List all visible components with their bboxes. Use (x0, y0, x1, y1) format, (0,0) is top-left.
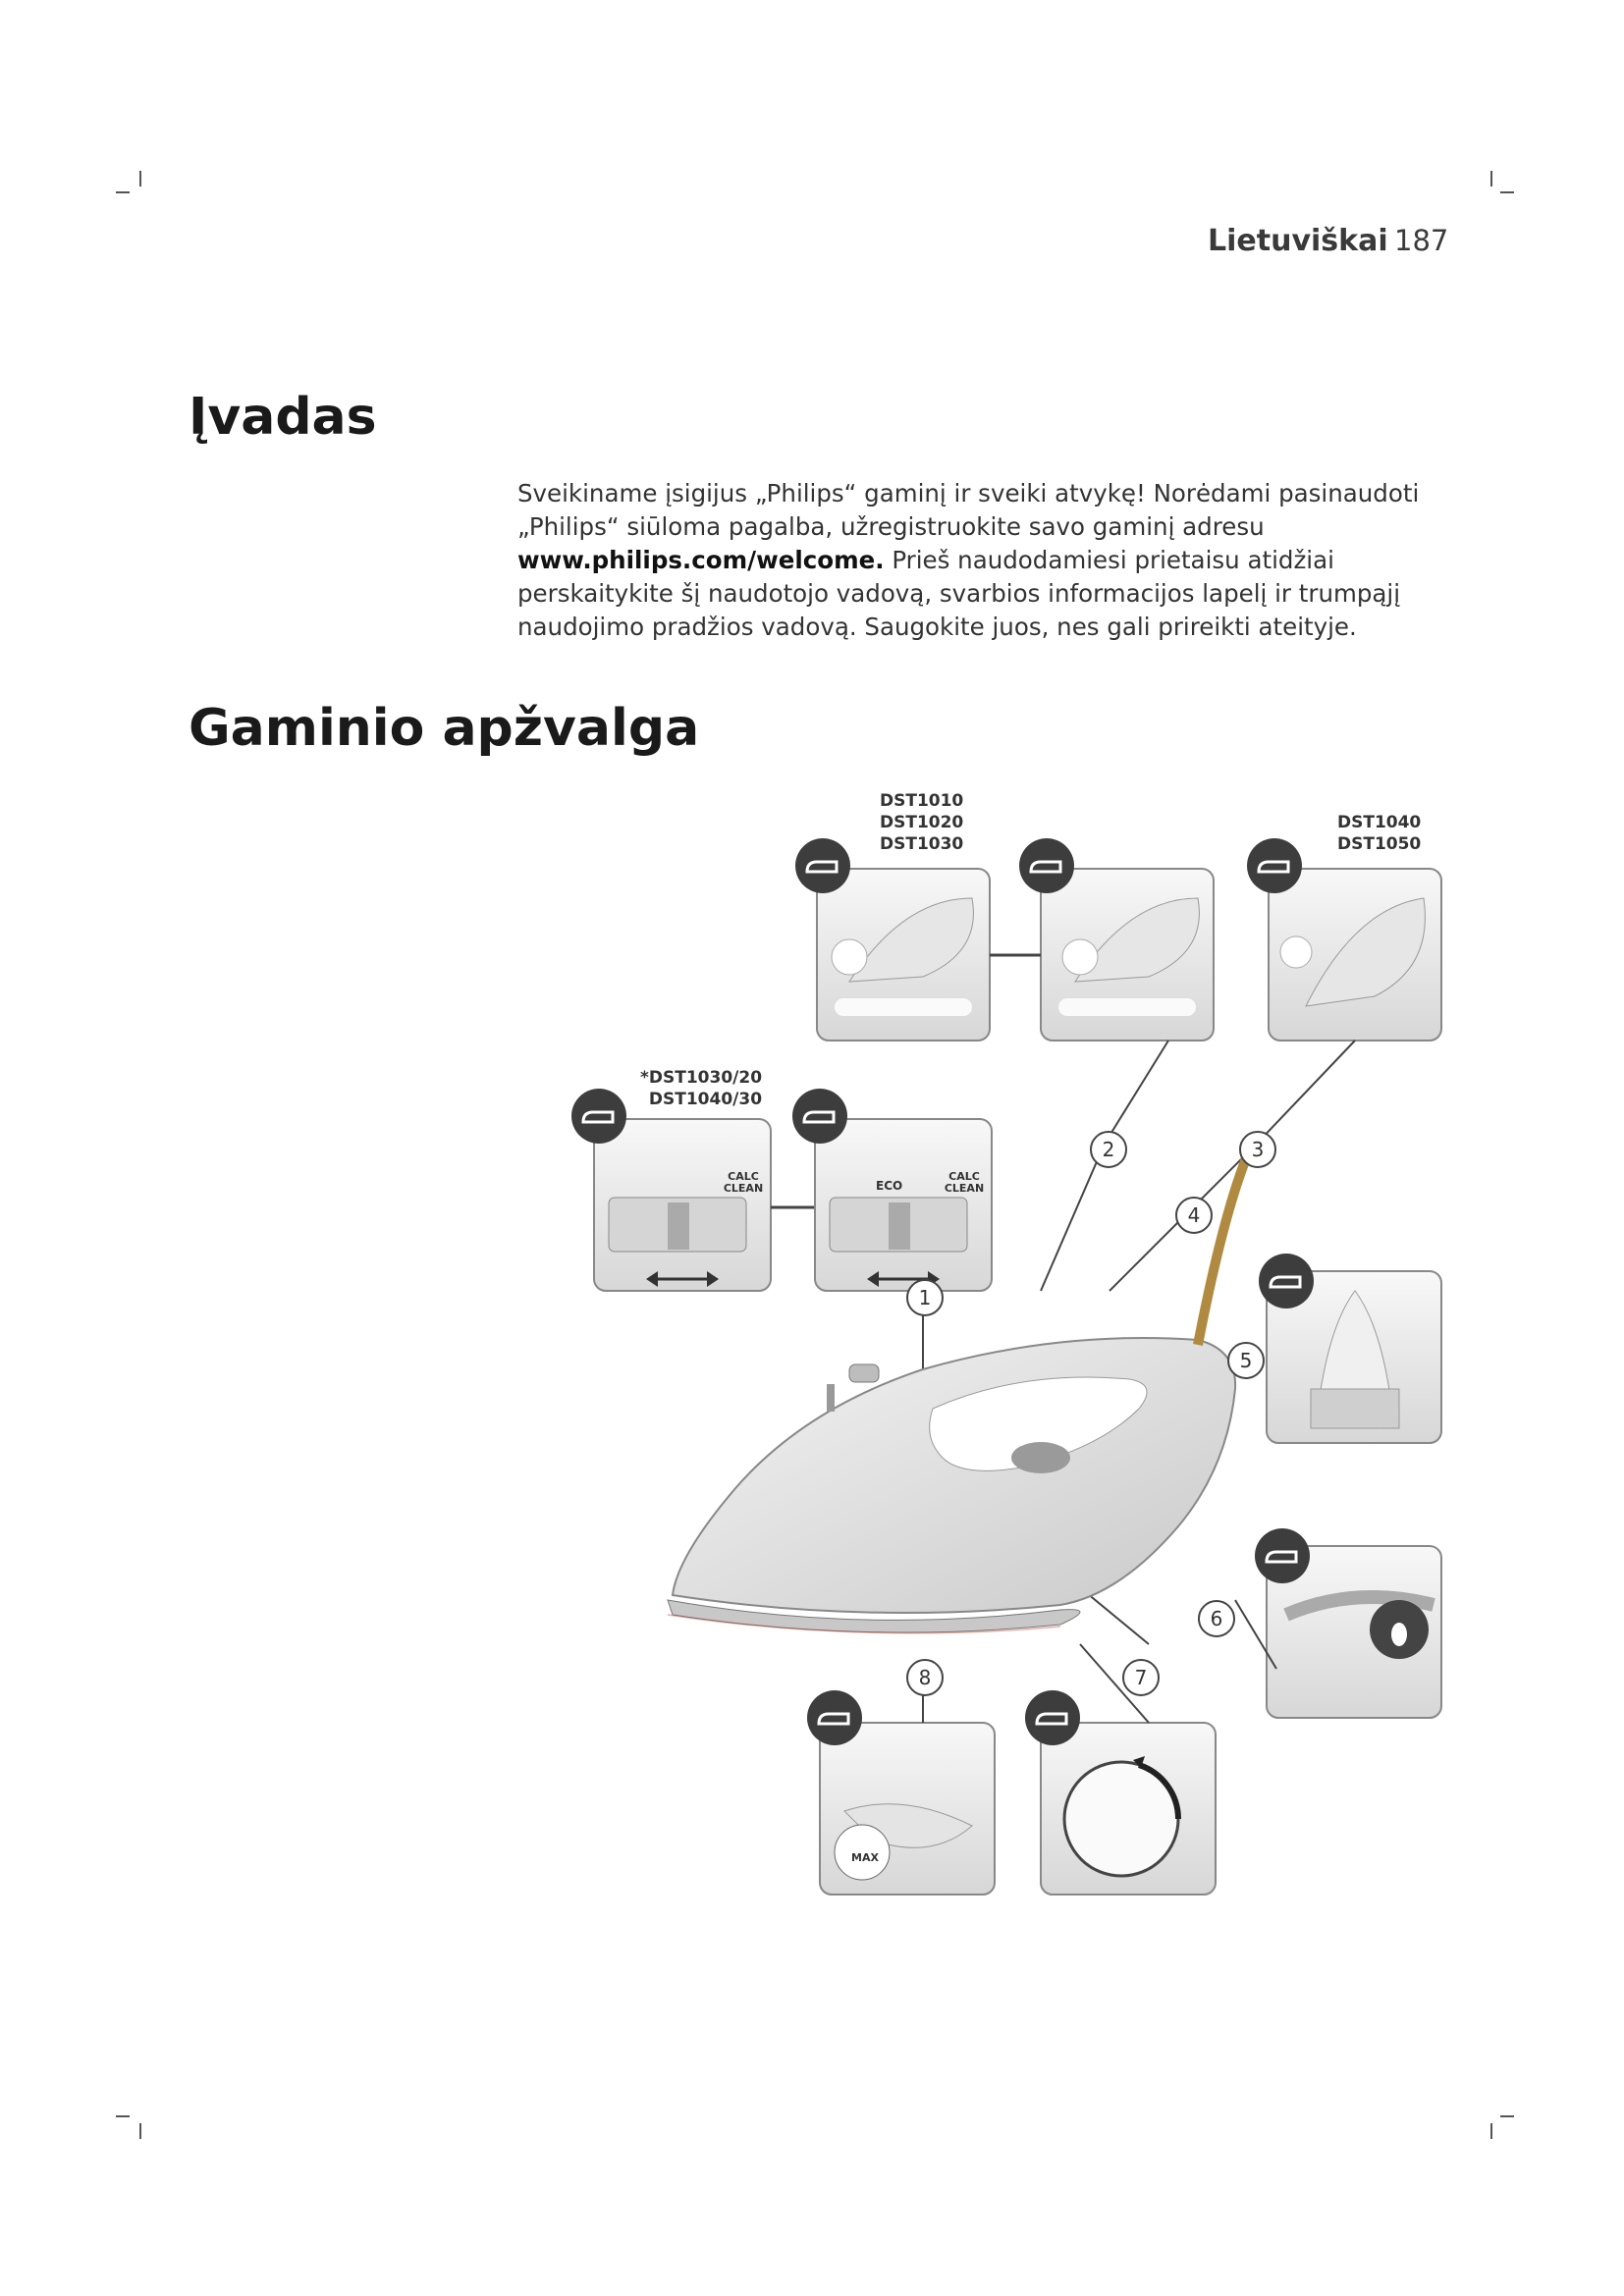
panel-steam-dial-1 (594, 1119, 771, 1291)
panel-spray-3 (1269, 869, 1441, 1041)
callout-4: 4 (1175, 1197, 1213, 1234)
callout-6: 6 (1198, 1600, 1235, 1637)
callout-7: 7 (1122, 1659, 1160, 1696)
model-label-top-left (880, 790, 963, 855)
crop-mark-tr-v (1490, 171, 1492, 187)
panel-steam-dial-2 (815, 1119, 992, 1291)
steam-shot-icon-2 (1019, 838, 1074, 893)
max-label: MAX (851, 1851, 879, 1864)
callout-5: 5 (1227, 1342, 1265, 1379)
model-dst1020: DST1020 (880, 813, 964, 832)
crop-mark-tl-h (116, 191, 130, 193)
crop-mark-bl-h (116, 2115, 130, 2117)
crop-mark-br-h (1500, 2115, 1514, 2117)
model-dst1040: DST1040 (1337, 813, 1422, 832)
eco-label: ECO (876, 1179, 903, 1193)
model-dst1040-30: DST1040/30 (648, 1090, 763, 1109)
intro-heading: Įvadas (189, 388, 377, 447)
calc-clean-label-2: CALC CLEAN (944, 1170, 985, 1195)
calc-clean-label-1: CALC CLEAN (723, 1170, 764, 1195)
iron-soleplate-icon (1259, 1254, 1314, 1308)
callout-2: 2 (1090, 1131, 1127, 1168)
fill-water-icon (807, 1690, 862, 1745)
overview-heading: Gaminio apžvalga (189, 699, 700, 758)
page-number: 187 (1394, 224, 1449, 257)
panel-fill-water (820, 1723, 995, 1895)
crop-mark-br-v (1490, 2123, 1492, 2139)
steam-shot-icon-1 (795, 838, 850, 893)
model-dst1030: DST1030 (880, 834, 964, 854)
intro-paragraph (517, 477, 1460, 644)
callout-8: 8 (906, 1659, 944, 1696)
model-dst1010: DST1010 (880, 791, 964, 811)
header-language: Lietuviškai (1208, 224, 1388, 258)
model-dst1030-20: *DST1030/20 (640, 1068, 763, 1088)
steam-control-icon-2 (792, 1089, 847, 1144)
intro-text-1: Sveikiname įsigijus „Philips“ gaminį ir sveiki atvykę! Norėdami pasinaudoti „Philips“ siūloma pagalba, užregistruokite savo gaminį adresu (517, 479, 1420, 541)
panel-spray-2 (1041, 869, 1214, 1041)
iron-diagram (511, 780, 1453, 1909)
callout-3: 3 (1239, 1131, 1276, 1168)
spray-icon (1247, 838, 1302, 893)
model-label-left (640, 1067, 762, 1110)
crop-mark-bl-v (139, 2123, 141, 2139)
product-overview-figure (511, 780, 1453, 1909)
crop-mark-tl-v (139, 171, 141, 187)
cord-icon (1255, 1528, 1310, 1583)
temperature-icon (1025, 1690, 1080, 1745)
model-dst1050: DST1050 (1337, 834, 1422, 854)
intro-text-2: Prieš naudodamiesi prietaisu atidžiai perskaitykite šį naudotojo vadovą, svarbios informacijos lapelį ir trumpąjį naudojimo pradžios vadovą. Saugokite juos, nes gali prireikti ateityje. (517, 546, 1401, 641)
callout-1: 1 (906, 1279, 944, 1316)
welcome-link[interactable]: www.philips.com/welcome. (517, 546, 885, 574)
panel-spray-1 (817, 869, 990, 1041)
crop-mark-tr-h (1500, 191, 1514, 193)
model-label-top-right (1337, 812, 1421, 855)
steam-control-icon-1 (571, 1089, 626, 1144)
panel-temperature-dial (1041, 1723, 1216, 1895)
